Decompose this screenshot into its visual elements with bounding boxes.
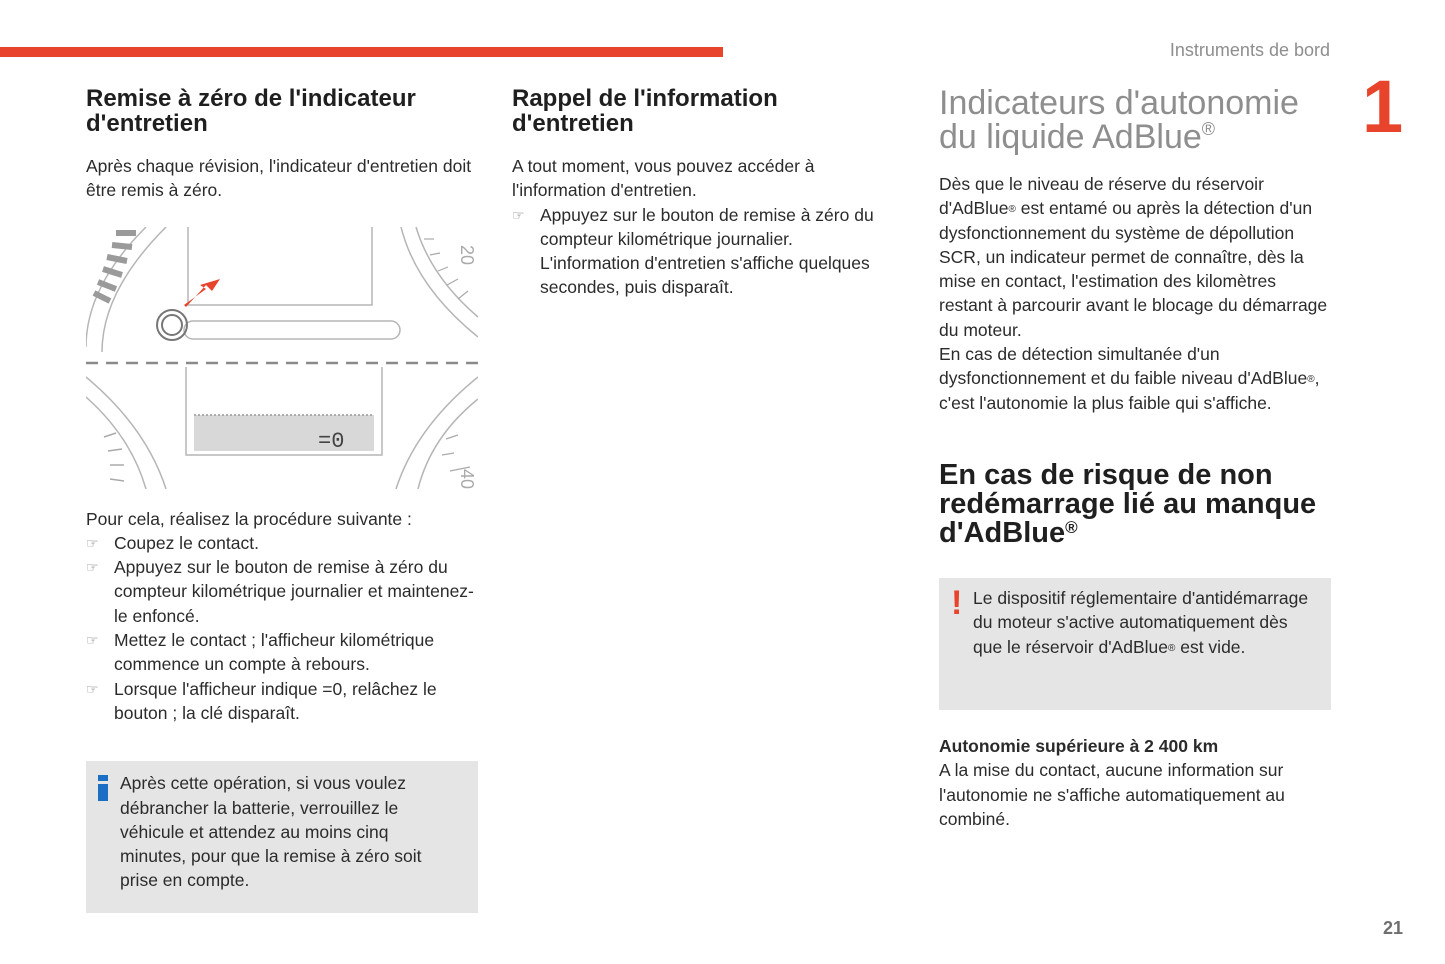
list-item: ☞ Lorsque l'afficheur indique =0, relâchez le bouton ; la clé disparaît. <box>86 678 437 723</box>
instrument-cluster-diagram <box>86 227 478 489</box>
info-icon <box>98 775 108 801</box>
chapter-number: 1 <box>1362 65 1404 148</box>
gauge-label-bottom: 40 <box>457 468 477 489</box>
warning-text: Le dispositif réglementaire d'antidémarrage du moteur s'active automatiquement dès que le réservoir d'AdBlue® est vide. <box>973 587 1309 657</box>
risk-title: En cas de risque de non redémarrage lié au manque d'AdBlue® <box>939 458 1317 549</box>
recall-title: Rappel de l'information d'entretien <box>512 85 778 137</box>
hand-pointer-icon: ☞ <box>86 534 99 551</box>
hand-pointer-icon: ☞ <box>86 632 99 649</box>
autonomy-subtitle: Autonomie supérieure à 2 400 km <box>939 735 1219 756</box>
adblue-paragraph-1: Dès que le niveau de réserve du réservoir d'AdBlue® est entamé ou après la détection d'un dysfonctionnement du système de dépollution SCR, un indicateur permet de connaître, dès la mise en contact, l'estimation des kilomètres restant à parcourir avant le blocage du démarrage du moteur. <box>939 174 1328 340</box>
pointer-arrow-icon <box>184 279 220 307</box>
adblue-paragraph-2: En cas de détection simultanée d'un dysfonctionnement et du faible niveau d'AdBlue®, c'est l'autonomie la plus faible qui s'affiche. <box>939 344 1320 413</box>
hand-pointer-icon: ☞ <box>512 206 525 223</box>
info-box <box>86 761 478 913</box>
recall-intro: A tout moment, vous pouvez accéder à l'information d'entretien. <box>512 156 815 201</box>
section-title: Instruments de bord <box>1169 40 1330 60</box>
reset-steps <box>86 531 478 725</box>
adblue-title: Indicateurs d'autonomie du liquide AdBlue® <box>939 84 1299 156</box>
page-number: 21 <box>1382 918 1403 938</box>
list-item: ☞ Appuyez sur le bouton de remise à zéro du compteur kilométrique journalier et maintenez-le enfoncé. <box>86 557 474 626</box>
autonomy-text: A la mise du contact, aucune information sur l'autonomie ne s'affiche automatiquement au combiné. <box>939 760 1285 829</box>
reset-title: Remise à zéro de l'indicateur d'entretien <box>86 85 416 137</box>
reset-intro: Après chaque révision, l'indicateur d'entretien doit être remis à zéro. <box>86 156 472 201</box>
column-recall-maintenance <box>512 86 882 300</box>
column-reset-maintenance <box>86 86 478 913</box>
list-item: ☞ Mettez le contact ; l'afficheur kilométrique commence un compte à rebours. <box>86 630 435 675</box>
list-item: ☞ Coupez le contact. <box>86 531 478 555</box>
display-readout: =0 <box>318 428 345 454</box>
info-text: Après cette opération, si vous voulez débrancher la batterie, verrouillez le véhicule et attendez au moins cinq minutes, pour que la remise à zéro soit prise en compte. <box>120 773 422 891</box>
procedure-intro: Pour cela, réalisez la procédure suivante : <box>86 508 412 529</box>
top-accent-bar <box>0 47 723 57</box>
gauge-label-top: 20 <box>457 244 477 265</box>
hand-pointer-icon: ☞ <box>86 680 99 697</box>
warning-icon: ! <box>951 583 963 622</box>
column-adblue <box>939 86 1331 831</box>
recall-steps <box>512 203 882 300</box>
list-item: ☞ Appuyez sur le bouton de remise à zéro du compteur kilométrique journalier. L'information d'entretien s'affiche quelques secondes, puis disparaît. <box>512 204 874 298</box>
hand-pointer-icon: ☞ <box>86 559 99 576</box>
warning-box <box>939 578 1331 710</box>
